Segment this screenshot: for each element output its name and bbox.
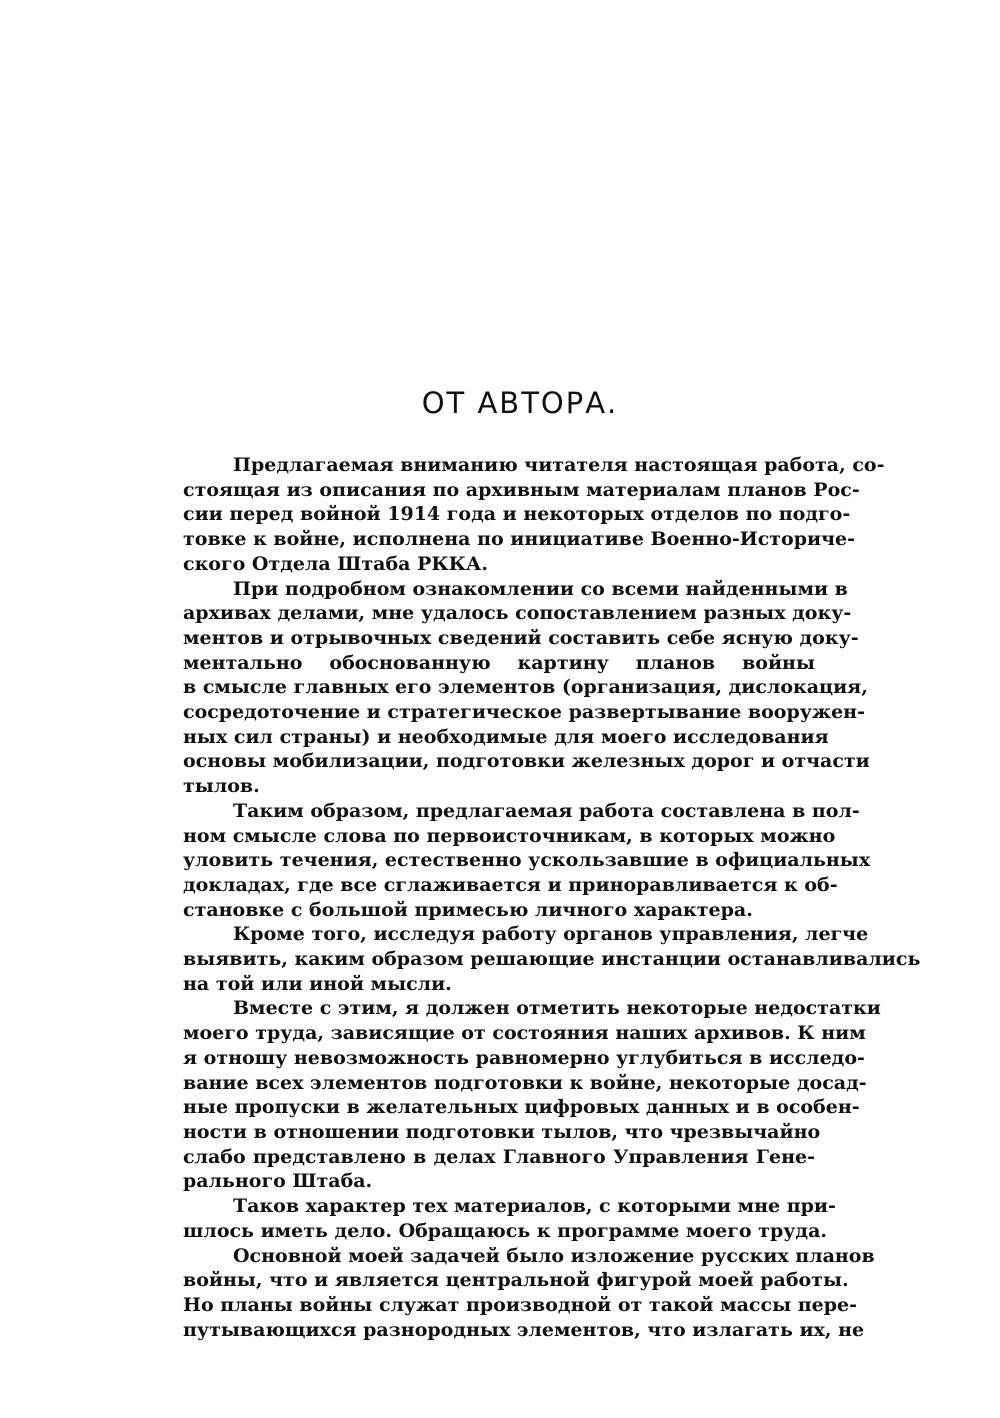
text-line: на той или иной мысли.: [183, 972, 452, 995]
paragraph: [133, 1244, 875, 1343]
text-line: сосредоточение и стратегическое развертывание вооружен-: [183, 701, 865, 724]
text-line: При подробном ознакомлении со всеми найденными в: [233, 577, 848, 600]
page-title: ОТ АВТОРА.: [421, 386, 619, 420]
text-line: ном смысле слова по первоисточникам, в которых можно: [183, 824, 836, 847]
text-line: ского Отдела Штаба РККА.: [183, 552, 489, 575]
text-line: ментов и отрывочных сведений составить себе ясную доку-: [183, 626, 859, 649]
text-line: Но планы войны служат производной от такой массы пере-: [183, 1293, 857, 1316]
text-line: сии перед войной 1914 года и некоторых отделов по подго-: [183, 503, 851, 526]
text-line: ности в отношении подготовки тылов, что чрезвычайно: [183, 1120, 821, 1143]
text-line: ные пропуски в желательных цифровых данных и в особен-: [183, 1096, 860, 1119]
text-line: товке к войне, исполнена по инициативе Военно-Историче-: [183, 528, 855, 551]
text-line: уловить течения, естественно ускользавшие в официальных: [183, 849, 871, 872]
paragraph: [133, 996, 881, 1194]
text-line: Предлагаемая вниманию читателя настоящая работа, со-: [233, 454, 885, 476]
text-line: тылов.: [183, 775, 260, 798]
text-line: войны, что и является центральной фигурой моей работы.: [183, 1269, 849, 1292]
text-line: основы мобилизации, подготовки железных дорог и отчасти: [183, 750, 870, 773]
paragraph: [133, 1194, 836, 1243]
body-text: [133, 453, 921, 1342]
text-line: стоящая из описания по архивным материалам планов Рос-: [183, 478, 860, 501]
text-line: шлось иметь дело. Обращаюсь к программе моего труда.: [183, 1219, 827, 1242]
text-line: рального Штаба.: [183, 1170, 373, 1193]
text-line: моего труда, зависящие от состояния наших архивов. К ним: [183, 1022, 866, 1045]
text-line: ментально обоснованную картину планов войны: [183, 651, 815, 674]
text-line: Таков характер тех материалов, с которыми мне при-: [233, 1195, 836, 1218]
text-line: Таким образом, предлагаемая работа составлена в пол-: [233, 799, 860, 822]
text-line: ных сил страны) и необходимые для моего исследования: [183, 725, 829, 748]
text-line: Основной моей задачей было изложение русских планов: [233, 1244, 875, 1267]
paragraph: [133, 922, 921, 996]
text-line: Кроме того, исследуя работу органов управления, легче: [233, 923, 869, 946]
text-line: Вместе с этим, я должен отметить некоторые недостатки: [233, 997, 881, 1020]
text-line: выявить, каким образом решающие инстанции останавливались: [183, 948, 921, 971]
text-line: докладах, где все сглаживается и приноравливается к об-: [183, 873, 838, 896]
text-line: путывающихся разнородных элементов, что излагать их, не: [183, 1318, 865, 1341]
text-line: вание всех элементов подготовки к войне, некоторые досад-: [183, 1071, 867, 1094]
text-line: я отношу невозможность равномерно углубиться в исследо-: [183, 1046, 865, 1069]
text-line: в смысле главных его элементов (организация, дислокация,: [183, 676, 868, 699]
paragraph: [133, 453, 885, 577]
paragraph: [133, 799, 871, 923]
text-line: становке с большой примесью личного характера.: [183, 898, 753, 921]
text-line: слабо представлено в делах Главного Управления Гене-: [183, 1145, 815, 1168]
paragraph: [133, 577, 870, 799]
text-line: архивах делами, мне удалось сопоставлением разных доку-: [183, 602, 852, 625]
